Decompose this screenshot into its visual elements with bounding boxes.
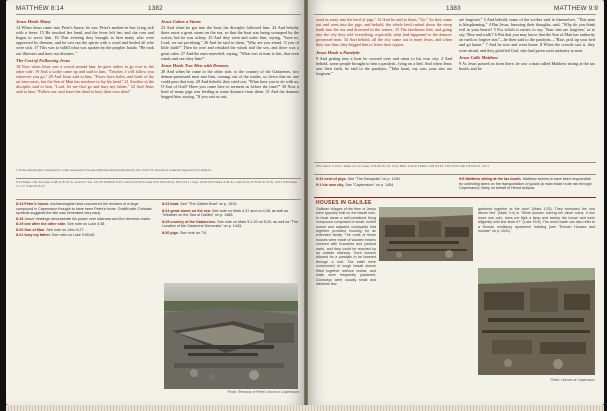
- scripture-paragraph: send us away into the herd of pigs." 32 And he said to them, "Go." So they came out and went into the pigs, and behold, the whole herd rushed down the steep bank into the sea and drowned in the waters. 33 The herdsmen fled, and going into the city they told everything, especially what had happened to the demon-possessed men. 34 And behold, all the city came out to meet Jesus, and when they saw him, they begged him to leave their region.: [316, 17, 452, 48]
- scripture-paragraph: 23 And when he got into the boat, his disciples followed him. 24 And behold, there arose a great storm on the sea, so that the boat was being swamped by the waves; but he was asleep. 25 And they went and woke him, saying, "Save us, Lord; we are perishing." 26 And he said to them, "Why are you afraid, O you of little faith?" Then he rose and rebuked the winds and the sea, and there was a great calm. 27 And the men marveled, saying, "What sort of man is this, that even winds and sea obey him?": [161, 25, 299, 61]
- study-note: [316, 177, 452, 182]
- scripture-column-2: [459, 17, 595, 160]
- note-text: See "The Decapolis" on p. 1494.: [347, 177, 401, 181]
- photo-caption: Photo: Houses at Capernaum: [550, 378, 595, 382]
- study-note: [16, 202, 156, 216]
- feature-text-column-1: Galilean villages of the time of Jesus were typically built on the basalt rock. In most areas a self-contained living compound composed of small, roofed rooms and adjacent courtyards that together provided housing for an extended family. The roofs of these houses were made of wooden beams covered with branches and packed earth, and they could be reached by an outside stairway. Such houses allowed for a paralytic to be lowered through a roof. The walls were constructed of rough basalt stones fitted together without mortar, and walls were frequently plastered. Doorways were usually small and windows few.: [316, 207, 376, 286]
- study-note: [162, 220, 298, 229]
- village-photo: [379, 207, 473, 261]
- footnote: 1 Some manuscripts Gergesenes; some Gerasenes 2 Greek daimonizomai (demonized); also verse 33; elsewhere rendered oppressed by demons: [16, 168, 212, 172]
- scripture-paragraph: are forgiven." 3 And behold, some of the scribes said to themselves, "This man is blaspheming." 4 But Jesus, knowing their thoughts, said, "Why do you think evil in your hearts? 5 For which is easier, to say, 'Your sins are forgiven,' or to say, 'Rise and walk'? 6 But that you may know that the Son of Man has authority on earth to forgive sins"—he then said to the paralytic—"Rise, pick up your bed and go home." 7 And he rose and went home. 8 When the crowds saw it, they were afraid, and they glorified God, who had given such authority to men.: [459, 17, 595, 53]
- note-ref: 8:14 Peter's house.: [16, 202, 50, 206]
- study-notes-column-2: [459, 177, 595, 195]
- study-note: [316, 183, 452, 188]
- note-ref: 8:23 boat.: [162, 202, 180, 206]
- note-text: See "Capernaum" on p. 1454.: [345, 182, 395, 187]
- scripture-column-2: [161, 17, 299, 165]
- note-ref: 9:9 Matthew sitting at the tax booth.: [459, 177, 522, 181]
- study-note: [459, 177, 595, 191]
- note-text: See note on Mark 5:1-20 on 5:20, as well as "The Location of the Gadarene Demoniac" on p. 1443.: [162, 219, 298, 228]
- houses-photo: [478, 268, 595, 375]
- open-book: [6, 0, 604, 411]
- note-ref: 8:16: [16, 216, 25, 221]
- note-text: Matthew seems to have been responsible for collecting taxes on the transportation of goods (a main trade route ran through Capernaum), likely on behalf of Herod Antipas.: [459, 177, 592, 190]
- section-heading: Jesus Calms a Storm: [161, 19, 201, 24]
- feature-rule: [314, 197, 596, 198]
- scripture-paragraph: 18 Now when Jesus saw a crowd around him, he gave orders to go over to the other side. 19 And a scribe came up and said to him, "Teacher, I will follow you wherever you go." 20 And Jesus said to him, "Foxes have holes, and birds of the air have nests, but the Son of Man has nowhere to lay his head." 21 Another of the disciples said to him, "Lord, let me first go and bury my father." 22 And Jesus said to him, "Follow me, and leave the dead to bury their own dead.": [16, 63, 154, 95]
- cross-references: 8:14 Mark 1:29-34; Luke 4:38-41 8:16 ch. 4:24 8:17 Isa. 53:4 8:18 Mark 4:35; Luke 8:22 8:19 Luke 9:57-60 8:20 Ps. 84:3 8:21 1 Kgs. 19:20 8:23 Mark 4:36-41; Luke 8:22-25 8:26 ch. 6:30; 14:31 8:28 Mark 5:1-17; Luke 8:26-37: [16, 180, 298, 188]
- note-ref: 8:32 herd of pigs.: [316, 177, 347, 181]
- divider: [16, 199, 301, 200]
- section-heading: Jesus Heals Two Men with Demons: [161, 62, 229, 68]
- note-text: See note on 7:6.: [180, 230, 208, 235]
- study-note: [162, 202, 298, 207]
- study-notes-column-1: [316, 177, 452, 195]
- note-text: See "The Galilee Boat" on p. 1510.: [180, 202, 238, 206]
- section-heading: Jesus Heals Many: [16, 19, 51, 24]
- note-text: See note on Luke 4:38.: [67, 222, 106, 226]
- scripture-column-1: [16, 17, 154, 165]
- note-ref: 8:24 great storm on the sea.: [162, 208, 211, 213]
- note-ref: 8:30 pigs.: [162, 230, 180, 235]
- note-ref: 8:19 one after the other side.: [16, 222, 67, 226]
- note-ref: 8:21 bury my father.: [16, 233, 51, 237]
- scripture-paragraph: 9 As Jesus passed on from there, he saw a man called Matthew sitting at the tax booth, and he: [459, 60, 595, 71]
- study-notes-column-1: [16, 202, 156, 392]
- section-heading: Jesus Calls Matthew: [459, 54, 499, 60]
- study-note: [162, 231, 298, 236]
- study-note: [16, 228, 156, 233]
- study-notes-column-2: [162, 202, 298, 272]
- ruins-photo: [164, 283, 298, 389]
- scripture-paragraph: 9 And getting into a boat he crossed over and came to his own city. 2 And behold, some people brought to him a paralytic, lying on a bed. And when Jesus saw their faith, he said to the paralytic, "Take heart, my son; your sins are forgiven.": [316, 55, 452, 76]
- note-text: See note on Mark 4:37 and on 4:38, as well as "Weather on the Sea of Galilee" on p. 1488.: [162, 208, 289, 217]
- divider: [314, 174, 596, 175]
- study-note: [16, 217, 156, 222]
- note-text: Jesus' healings demonstrate his power over sickness and the demonic realm.: [24, 216, 151, 221]
- photo-caption: Photo: Remains of Peter's house in Capernaum: [227, 390, 299, 394]
- cross-references: 8:34 Amos 7:12 9:1 Mark 2:3-12; Luke 5:18-26 9:2 ch. 4:24; Matt. 9:22 9:3 Mark 3:28 9:4 Ps. 139:2 9:6 John 5:8 9:8 ch. 15:31: [316, 164, 489, 168]
- page-edges: [6, 405, 604, 411]
- feature-title: HOUSES IN GALILEE: [316, 200, 372, 206]
- book-gutter: [304, 0, 308, 405]
- study-note: [162, 209, 298, 218]
- scripture-paragraph: 28 And when he came to the other side, to the country of the Gadarenes, two demon-possessed men met him, coming out of the tombs, so fierce that no one could pass that way. 29 And behold, they cried out, "What have you to do with us, O Son of God? Have you come here to torment us before the time?" 30 Now a herd of many pigs was feeding at some distance from them. 31 And the demons begged him, saying, "If you cast us out,: [161, 68, 299, 100]
- header-rule: [16, 14, 301, 15]
- page-number-left: 1382: [148, 5, 163, 12]
- study-note: [16, 233, 156, 238]
- scripture-column-1: [316, 17, 452, 160]
- note-text: See note on Luke 9:59-60.: [51, 233, 96, 237]
- page-number-right: 1383: [446, 5, 461, 12]
- section-heading: The Cost of Following Jesus: [16, 57, 71, 63]
- divider: [16, 178, 301, 179]
- running-head-right: MATTHEW 9:9: [554, 5, 599, 12]
- scripture-paragraph: 14 When Jesus came into Peter's house, he saw Peter's mother-in-law lying sick with a fever. 15 He touched her hand, and the fever left her, and she rose and began to serve him. 16 That evening they brought to him many who were oppressed by demons, and he cast out the spirits with a word and healed all who were sick. 17 This was to fulfill what was spoken by the prophet Isaiah: "He took our illnesses and bore our diseases.": [16, 25, 154, 56]
- right-page: [306, 0, 604, 405]
- running-head-left: MATTHEW 8:14: [16, 5, 64, 12]
- study-note: [16, 222, 156, 227]
- note-ref: 9:1 his own city.: [316, 182, 345, 187]
- feature-text-column-2: gathered together at the door" (Mark 1:33). They borrowed the roof above him" (Mark 2:4) in "What woman, having ten silver coins, if she loses one coin, does not light a lamp and sweep the house and seek diligently until she finds it?" (Luke 15:8). The word made can also refer to a Roman multistory apartment building (see "Roman Houses and Insulae" on p. 1641).: [478, 207, 595, 234]
- header-rule: [314, 14, 596, 15]
- section-heading: Jesus Heals a Paralytic: [316, 49, 361, 55]
- note-ref: 8:28 country of the Gadarenes.: [162, 219, 217, 224]
- left-page: [6, 0, 306, 405]
- divider: [314, 162, 596, 163]
- note-ref: 8:20 Son of Man.: [16, 227, 46, 232]
- note-text: See note on John 5:27.: [46, 227, 85, 232]
- note-text: Archaeologists have uncovered the remains of a large compound in Capernaum thought to have been Peter's home. Graffiti with Christian symbols suggests the site was venerated very early.: [16, 202, 152, 215]
